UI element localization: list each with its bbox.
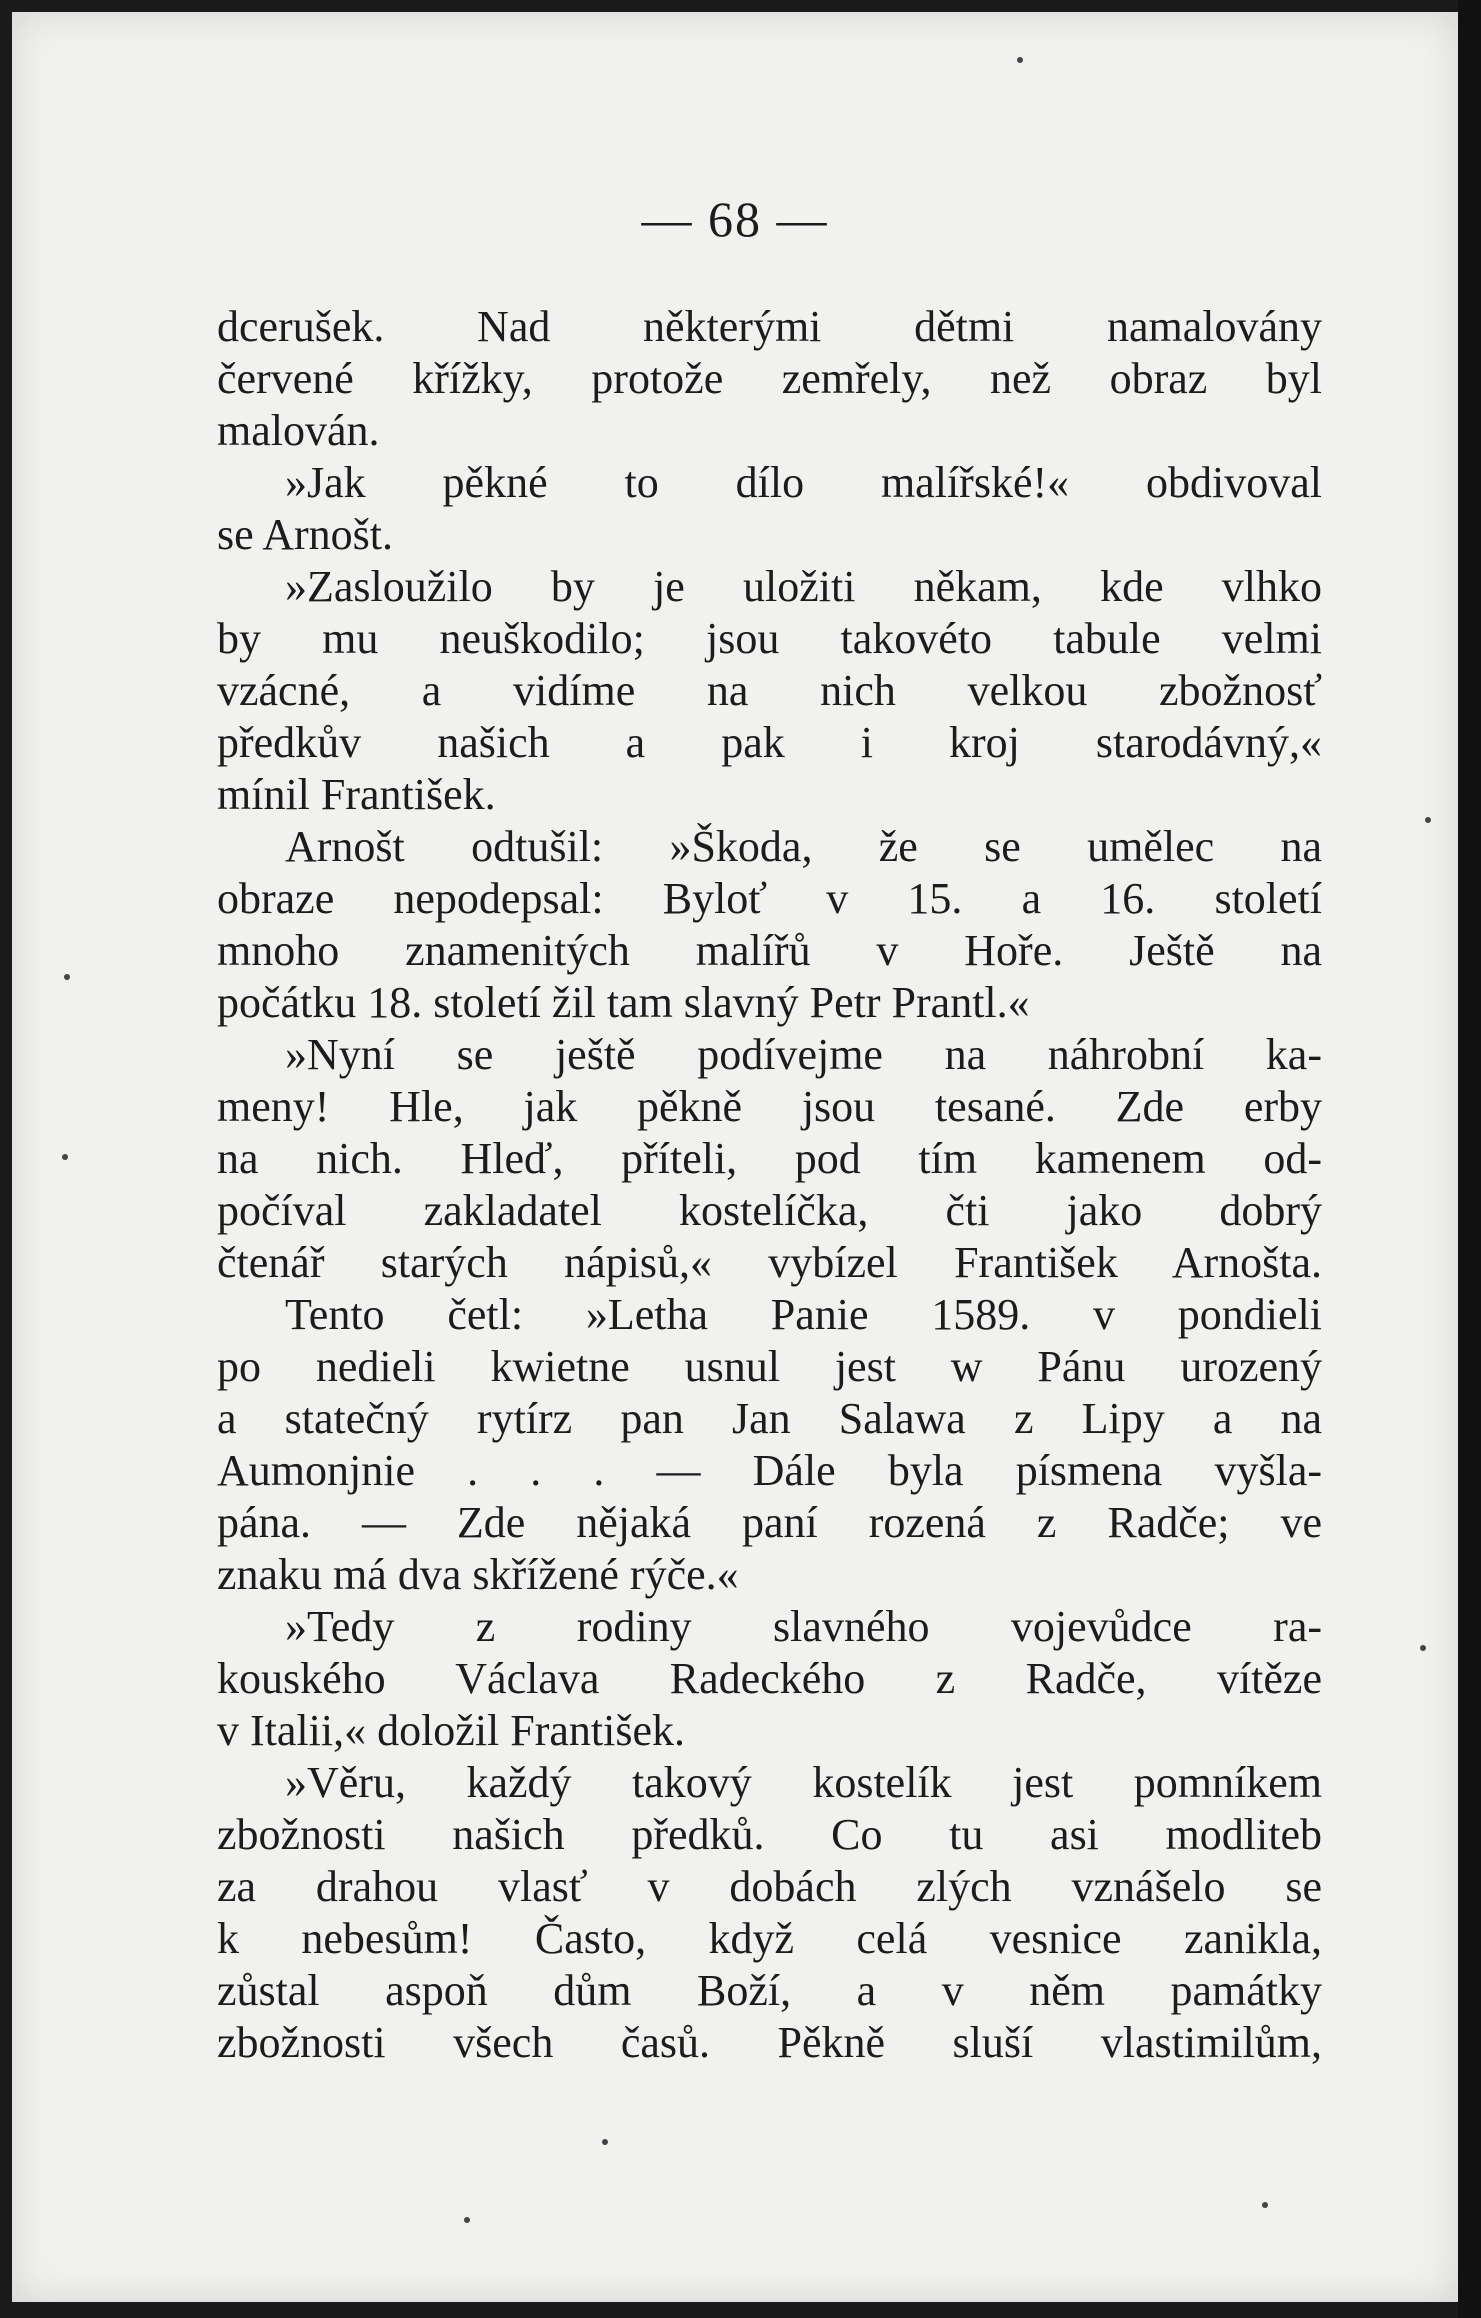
paper-speck — [62, 1154, 68, 1160]
text-line: »Tedy z rodiny slavného vojevůdce ra- — [285, 1602, 1322, 1651]
paper-speck — [1017, 57, 1023, 63]
text-line: vzácné, a vidíme na nich velkou zbožnosť — [217, 666, 1322, 715]
text-line: zbožnosti našich předků. Co tu asi modliteb — [217, 1810, 1322, 1859]
text-line: červené křížky, protože zemřely, než obraz byl — [217, 354, 1322, 403]
text-line: v Italii,« doložil František. — [217, 1706, 686, 1755]
body-text — [217, 301, 1322, 2069]
text-line: počátku 18. století žil tam slavný Petr Prantl.« — [217, 978, 1030, 1027]
paper-speck — [464, 2217, 470, 2223]
text-line: obraze nepodepsal: Byloť v 15. a 16. století — [217, 874, 1322, 923]
text-line: »Zasloužilo by je uložiti někam, kde vlhko — [285, 562, 1322, 611]
paper-speck — [1262, 2202, 1268, 2208]
text-line: předkův našich a pak i kroj starodávný,« — [217, 718, 1322, 767]
text-line: kouského Václava Radeckého z Radče, vítěze — [217, 1654, 1322, 1703]
scan-border — [1458, 0, 1481, 2318]
paper-speck — [602, 2139, 608, 2145]
text-line: »Nyní se ještě podívejme na náhrobní ka- — [285, 1030, 1322, 1079]
paper-speck — [64, 974, 70, 980]
scanned-page — [12, 12, 1458, 2302]
text-line: za drahou vlasť v dobách zlých vznášelo se — [217, 1862, 1322, 1911]
paper-speck — [1420, 1645, 1426, 1651]
text-line: znaku má dva skřížené rýče.« — [217, 1550, 739, 1599]
text-line: pána. — Zde nějaká paní rozená z Radče; ve — [217, 1498, 1322, 1547]
text-line: mnoho znamenitých malířů v Hoře. Ještě na — [217, 926, 1322, 975]
text-line: a statečný rytírz pan Jan Salawa z Lipy a na — [217, 1394, 1322, 1443]
paper-speck — [1425, 817, 1431, 823]
text-line: počíval zakladatel kostelíčka, čti jako dobrý — [217, 1186, 1322, 1235]
text-line: Tento četl: »Letha Panie 1589. v pondieli — [285, 1290, 1322, 1339]
text-line: po nedieli kwietne usnul jest w Pánu urozený — [217, 1342, 1322, 1391]
text-line: zbožnosti všech časů. Pěkně sluší vlastimilům, — [217, 2018, 1322, 2067]
text-line: k nebesům! Často, když celá vesnice zanikla, — [217, 1914, 1322, 1963]
text-line: malován. — [217, 406, 380, 455]
text-line: dcerušek. Nad některými dětmi namalovány — [217, 302, 1322, 351]
text-line: na nich. Hleď, příteli, pod tím kamenem od- — [217, 1134, 1322, 1183]
text-line: mínil František. — [217, 770, 496, 819]
page-number: — 68 — — [641, 191, 829, 247]
text-line: by mu neuškodilo; jsou takovéto tabule velmi — [217, 614, 1322, 663]
text-line: zůstal aspoň dům Boží, a v něm památky — [217, 1966, 1322, 2015]
text-line: Aumonjnie . . . — Dále byla písmena vyšla- — [217, 1446, 1322, 1495]
text-line: se Arnošt. — [217, 510, 393, 559]
text-line: »Jak pěkné to dílo malířské!« obdivoval — [285, 458, 1322, 507]
text-line: meny! Hle, jak pěkně jsou tesané. Zde erby — [217, 1082, 1322, 1131]
text-line: Arnošt odtušil: »Škoda, že se umělec na — [285, 822, 1322, 871]
text-line: »Věru, každý takový kostelík jest pomníkem — [285, 1758, 1322, 1807]
text-line: čtenář starých nápisů,« vybízel František Arnošta. — [217, 1238, 1322, 1287]
